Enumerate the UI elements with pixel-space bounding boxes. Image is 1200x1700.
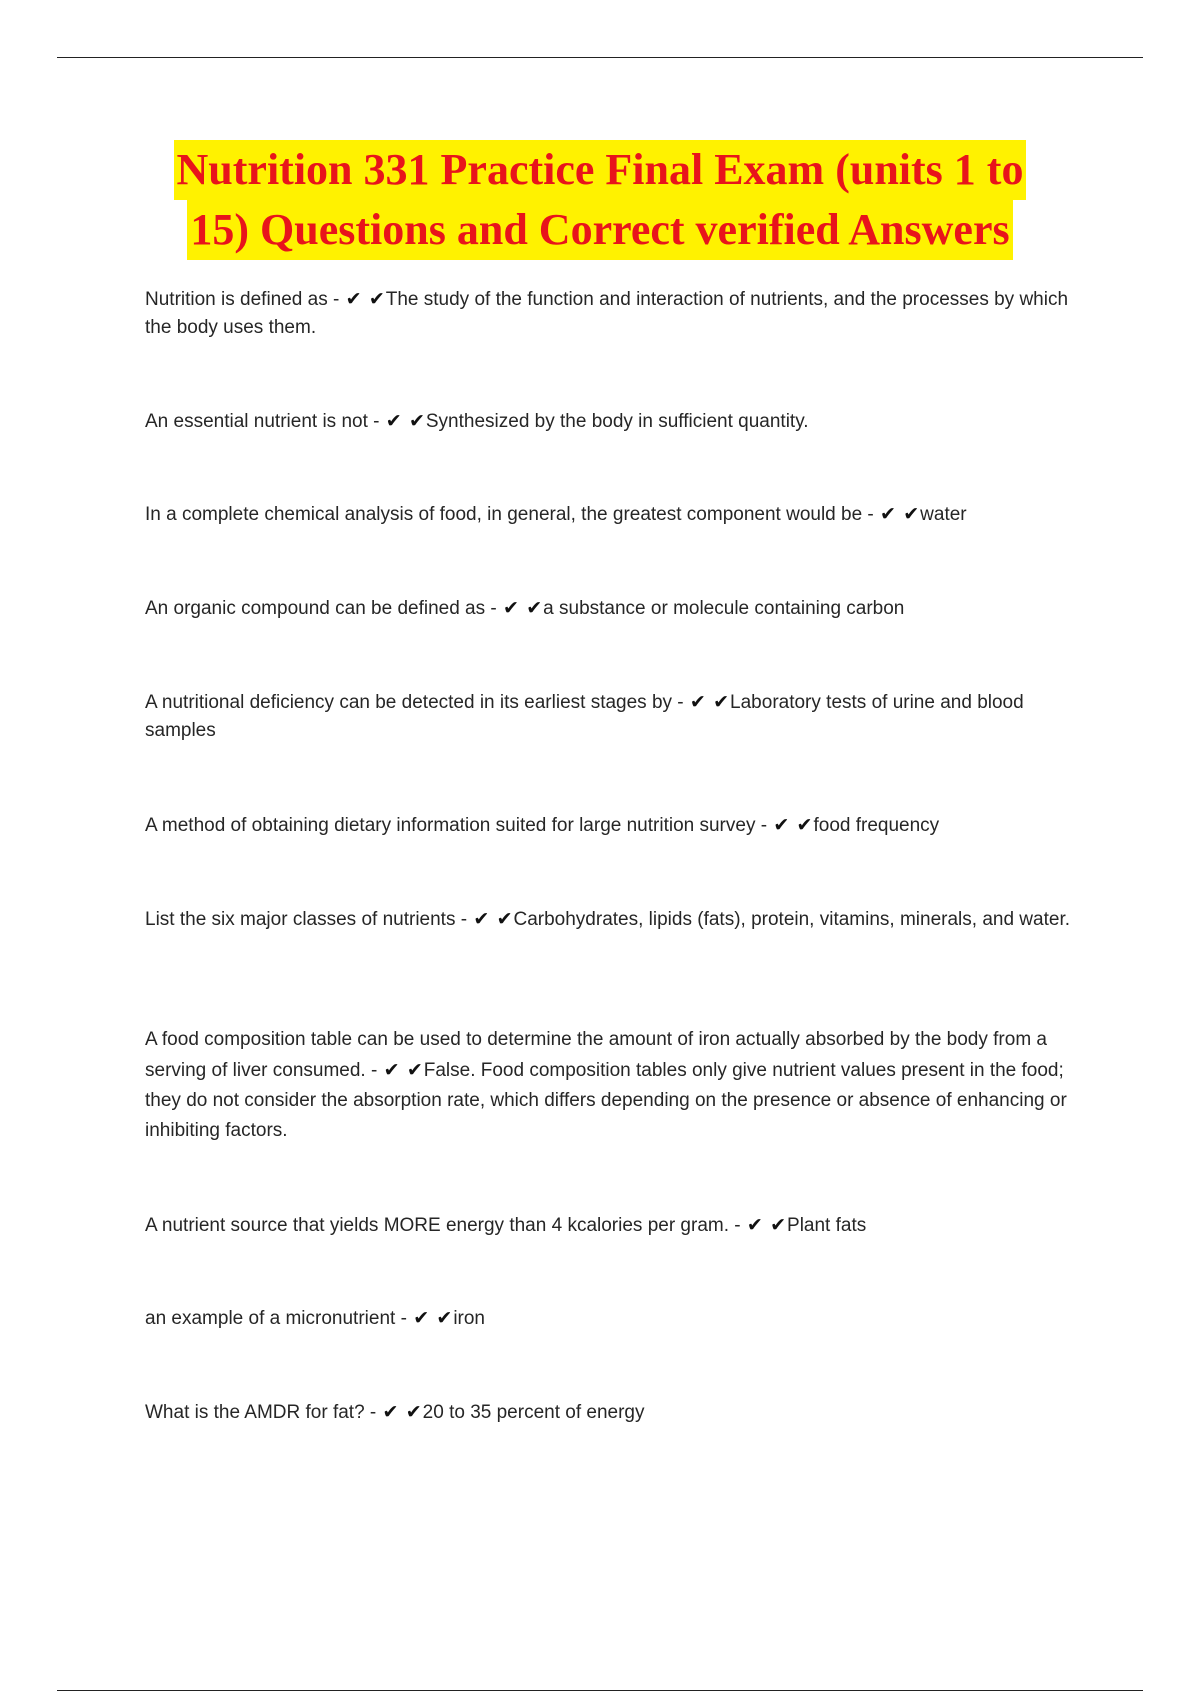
check-icon: ✔ xyxy=(413,1307,430,1329)
question-text: A food composition table can be used to determine the amount of iron actually absorbed by the body from a serving of liver consumed. xyxy=(145,1029,1047,1081)
check-icon: ✔ xyxy=(773,814,790,836)
qa-item-8 xyxy=(145,1025,1090,1146)
check-icon: ✔ xyxy=(713,691,730,713)
qa-item-6 xyxy=(145,811,1090,840)
question-text: What is the AMDR for fat? xyxy=(145,1402,365,1423)
answer-text: Carbohydrates, lipids (fats), protein, vitamins, minerals, and water. xyxy=(513,909,1070,930)
check-icon: ✔ xyxy=(473,908,490,930)
separator: - xyxy=(485,598,503,619)
check-icon: ✔ xyxy=(689,691,706,713)
check-icon: ✔ xyxy=(770,1214,787,1236)
check-icon: ✔ xyxy=(746,1214,763,1236)
title-line-1: Nutrition 331 Practice Final Exam (units 1 to xyxy=(174,140,1027,200)
separator: - xyxy=(729,1215,746,1236)
question-text: an example of a micronutrient xyxy=(145,1308,396,1329)
separator: - xyxy=(395,1308,413,1329)
answer-text: The study of the function and interaction of nutrients, and the processes by which the body uses them. xyxy=(145,289,1069,338)
top-divider xyxy=(57,57,1143,58)
qa-item-4 xyxy=(145,594,1090,623)
answer-text: Laboratory tests of urine and blood samples xyxy=(145,692,1024,741)
check-icon: ✔ xyxy=(496,908,513,930)
check-icon: ✔ xyxy=(796,814,813,836)
separator: - xyxy=(365,1060,383,1081)
document-title xyxy=(100,140,1100,260)
bottom-divider xyxy=(57,1690,1143,1691)
separator: - xyxy=(672,692,689,713)
qa-item-2 xyxy=(145,407,1090,436)
answer-text: food frequency xyxy=(813,815,940,836)
separator: - xyxy=(327,289,345,310)
separator: - xyxy=(455,909,473,930)
check-icon: ✔ xyxy=(880,503,896,525)
qa-item-3 xyxy=(145,500,1090,529)
question-text: In a complete chemical analysis of food, in general, the greatest component would be xyxy=(145,504,863,525)
answer-text: 20 to 35 percent of energy xyxy=(422,1402,645,1423)
question-text: List the six major classes of nutrients xyxy=(145,909,456,930)
qa-item-5 xyxy=(145,688,1090,745)
question-text: A method of obtaining dietary information suited for large nutrition survey xyxy=(145,815,756,836)
separator: - xyxy=(755,815,773,836)
question-text: A nutritional deficiency can be detected in its earliest stages by xyxy=(145,692,673,713)
check-icon: ✔ xyxy=(405,1401,422,1423)
qa-item-10 xyxy=(145,1304,1090,1333)
qa-item-9 xyxy=(145,1211,1090,1240)
check-icon: ✔ xyxy=(406,1059,423,1081)
answer-text: iron xyxy=(453,1308,485,1329)
qa-item-1 xyxy=(145,285,1090,342)
question-text: A nutrient source that yields MORE energy than 4 kcalories per gram. xyxy=(145,1215,729,1236)
answer-text: a substance or molecule containing carbon xyxy=(543,598,905,619)
check-icon: ✔ xyxy=(903,503,920,525)
separator: - xyxy=(862,504,880,525)
check-icon: ✔ xyxy=(408,410,425,432)
question-text: Nutrition is defined as xyxy=(145,289,328,310)
separator: - xyxy=(364,1402,382,1423)
question-text: An essential nutrient is not xyxy=(145,411,368,432)
question-text: An organic compound can be defined as xyxy=(145,598,486,619)
check-icon: ✔ xyxy=(345,288,362,310)
qa-item-7 xyxy=(145,905,1090,934)
check-icon: ✔ xyxy=(503,597,519,619)
check-icon: ✔ xyxy=(382,1401,399,1423)
check-icon: ✔ xyxy=(368,288,385,310)
check-icon: ✔ xyxy=(385,410,402,432)
title-line-2: 15) Questions and Correct verified Answers xyxy=(187,200,1012,260)
separator: - xyxy=(367,411,385,432)
answer-text: Synthesized by the body in sufficient quantity. xyxy=(425,411,809,432)
answer-text: Plant fats xyxy=(787,1215,867,1236)
check-icon: ✔ xyxy=(436,1307,453,1329)
check-icon: ✔ xyxy=(383,1059,400,1081)
answer-text: water xyxy=(920,504,967,525)
qa-item-11 xyxy=(145,1398,1090,1427)
answer-text: False. Food composition tables only give nutrient values present in the food; they do not consider the absorption rate, which differs depending on the presence or absence of enhancing or inhibiting factors. xyxy=(145,1060,1067,1141)
check-icon: ✔ xyxy=(526,597,543,619)
